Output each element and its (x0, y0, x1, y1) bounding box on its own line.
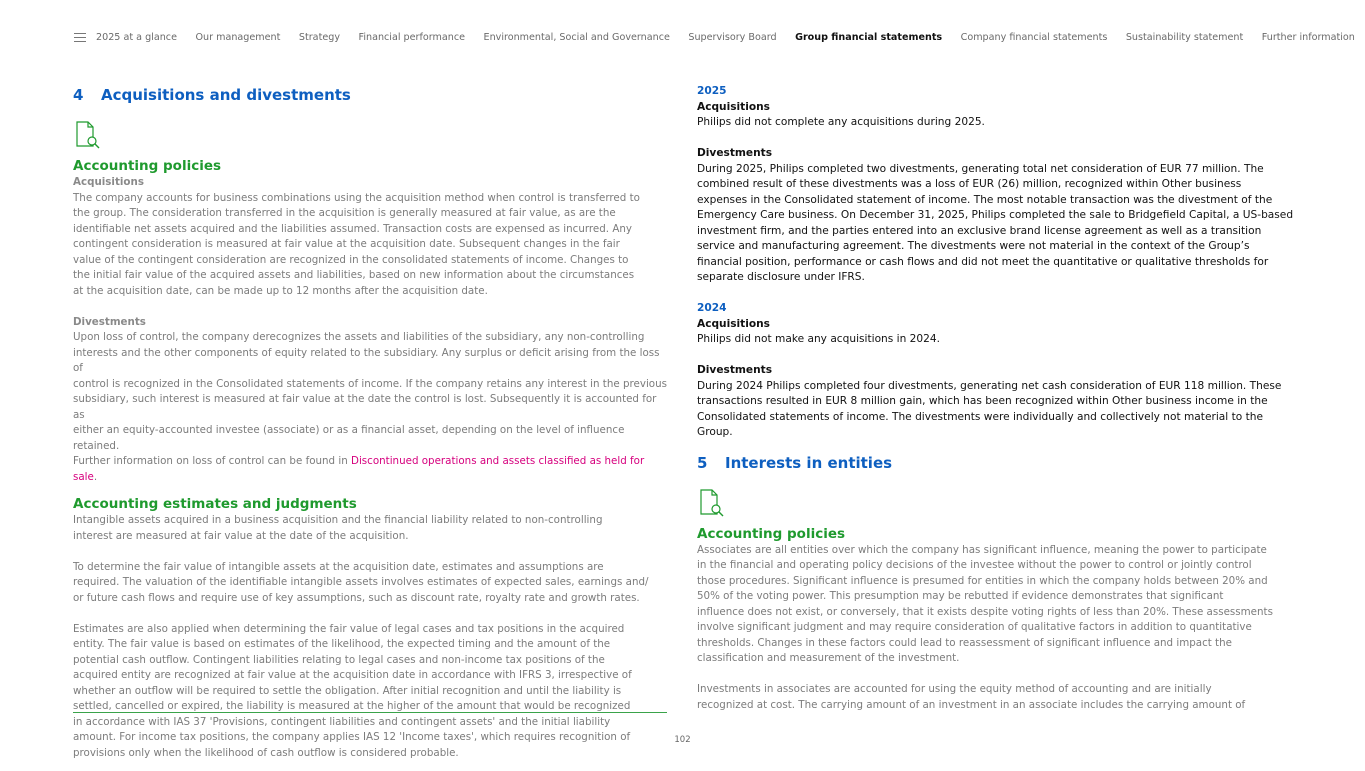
divestments-2024-subheading: Divestments (697, 364, 773, 376)
section-4-heading (73, 84, 671, 106)
estimates-paragraph-1: Intangible assets acquired in a business acquisition and the financial liability related to non-controlling interest are measured at fair value at the date of the acquisition. (73, 514, 603, 542)
nav-item-further-information[interactable]: Further information (1261, 31, 1355, 43)
divestments-subheading: Divestments (73, 315, 146, 328)
nav-item-financial-performance[interactable]: Financial performance (358, 31, 466, 43)
acquisitions-paragraph: The company accounts for business combinations using the acquisition method when control is transferred to the group. The consideration transferred in the acquisition is generally measured at fair value, as are the identifiable net assets acquired and the liabilities assumed. Transaction costs are expensed as incurred. Any contingent consideration is measured at fair value at the acquisition date. Subsequent changes in the fair value of the contingent consideration are recognized in the consolidated statements of income. Changes to the initial fair value of the acquired assets and liabilities, based on new information about the circumstances at the acquisition date, can be made up to 12 months after the acquisition date. (73, 191, 640, 297)
accounting-estimates-heading: Accounting estimates and judgments (73, 496, 357, 512)
nav-item-esg[interactable]: Environmental, Social and Governance (483, 31, 670, 43)
divestments-2025-paragraph: During 2025, Philips completed two divestments, generating total net consideration of EUR 77 million. The combined result of these divestments was a loss of EUR (26) million, recognized within Other business expenses in the Consolidated statement of income. The most notable transaction was the divestment of the Emergency Care business. On December 31, 2025, Philips completed the sale to Bridgefield Capital, a US-based investment firm, and the parties entered into an exclusive brand license agreement as well as a transition service and manufacturing agreement. The divestments were not material in the context of the Group’s financial position, performance or cash flows and did not meet the quantitative or qualitative thresholds for separate disclosure under IFRS. (697, 162, 1294, 283)
nav-item-group-financial-statements[interactable]: Group financial statements (795, 31, 943, 43)
associates-paragraph-2: Investments in associates are accounted for using the equity method of accounting and are initially recognized at cost. The carrying amount of an investment in an associate includes the carrying amount of (697, 683, 1246, 711)
acquisitions-subheading: Acquisitions (73, 176, 144, 188)
section-5-heading (697, 452, 1297, 474)
discontinued-operations-link[interactable]: Discontinued operations and assets classified as held for sale (73, 455, 645, 483)
acquisitions-2024-subheading: Acquisitions (697, 317, 770, 330)
section-number: 4 (73, 86, 84, 104)
nav-item-our-management[interactable]: Our management (195, 31, 281, 43)
estimates-paragraph-3: Estimates are also applied when determining the fair value of legal cases and tax positions in the acquired entity. The fair value is based on estimates of the likelihood, the expected timing and the amount of the potential cash outflow. Contingent liabilities relating to legal cases and non-income tax positions of the acquired entity are recognized at fair value at the acquisition date in accordance with IFRS 3, irrespective of whether an outflow will be required to settle the obligation. After initial recognition and until the liability is settled, cancelled or expired, the liability is measured at the higher of the amount that would be recognized in accordance with IAS 37 'Provisions, contingent liabilities and contingent assets' and the initial liability amount. For income tax positions, the company applies IAS 12 'Income taxes', which requires recognition of provisions only when the likelihood of cash outflow is considered probable. (73, 622, 632, 759)
acquisitions-2025-text: Philips did not complete any acquisitions during 2025. (697, 116, 985, 128)
associates-paragraph-1: Associates are all entities over which the company has significant influence, meaning the power to participate in the financial and operating policy decisions of the investee without the power to control or jointly control those procedures. Significant influence is presumed for entities in which the company holds between 20% and 50% of the voting power. This presumption may be rebutted if evidence demonstrates that significant influence does not exist, or conversely, that it exists despite voting rights of less than 20%. These assessments involve significant judgment and may require consideration of qualitative factors in addition to quantitative thresholds. Changes in these factors could lead to reassessment of significant influence and impact the classification and measurement of the investment. (697, 543, 1273, 664)
divestments-2024-paragraph: During 2024 Philips completed four divestments, generating net cash consideration of EUR 118 million. These transactions resulted in EUR 8 million gain, which has been recognized within Other business income in the Consolidated statements of income. The divestments were individually and collectively not material to the Group. (697, 379, 1282, 438)
page-number: 102 (674, 735, 691, 745)
section-number: 5 (697, 453, 708, 472)
nav-item-at-a-glance[interactable]: 2025 at a glance (96, 31, 177, 43)
nav-item-company-financial-statements[interactable]: Company financial statements (960, 31, 1108, 43)
divestments-paragraph: Upon loss of control, the company derecognizes the assets and liabilities of the subsidiary, any non-controlling interests and the other components of equity related to the subsidiary. Any surplus or deficit arising from the loss of control is recognized in the Consolidated statements of income. If the company retains any interest in the previous subsidiary, such interest is measured at fair value at the date the control is lost. Subsequently it is accounted for as either an equity-accounted investee (associate) or as a financial asset, depending on the level of influence retained. Further information on loss of control can be found in Discontinued operations and assets classified as held for sale. (73, 331, 667, 483)
year-2024-heading: 2024 (697, 302, 727, 314)
section-title: Acquisitions and divestments (101, 86, 351, 104)
accounting-policies-heading-2: Accounting policies (697, 525, 846, 542)
nav-item-sustainability-statement[interactable]: Sustainability statement (1125, 31, 1244, 43)
nav-item-supervisory-board[interactable]: Supervisory Board (688, 31, 777, 43)
divestments-2025-subheading: Divestments (697, 147, 773, 159)
top-navigation (74, 28, 1355, 46)
nav-item-strategy[interactable]: Strategy (298, 31, 340, 43)
document-search-icon (697, 488, 727, 518)
section-divider (73, 712, 667, 713)
section-title: Interests in entities (725, 453, 893, 472)
document-search-icon (73, 120, 103, 150)
left-column (73, 84, 671, 761)
year-2025-heading: 2025 (697, 85, 727, 97)
accounting-policies-heading: Accounting policies (73, 158, 222, 174)
estimates-paragraph-2: To determine the fair value of intangible assets at the acquisition date, estimates and assumptions are required. The valuation of the identifiable intangible assets involves estimates of expected sales, earnings and/ or future cash flows and require use of key assumptions, such as discount rate, royalty rate and growth rates. (73, 560, 649, 604)
acquisitions-2025-subheading: Acquisitions (697, 100, 770, 113)
right-column (697, 84, 1297, 713)
acquisitions-2024-text: Philips did not make any acquisitions in 2024. (697, 333, 941, 345)
